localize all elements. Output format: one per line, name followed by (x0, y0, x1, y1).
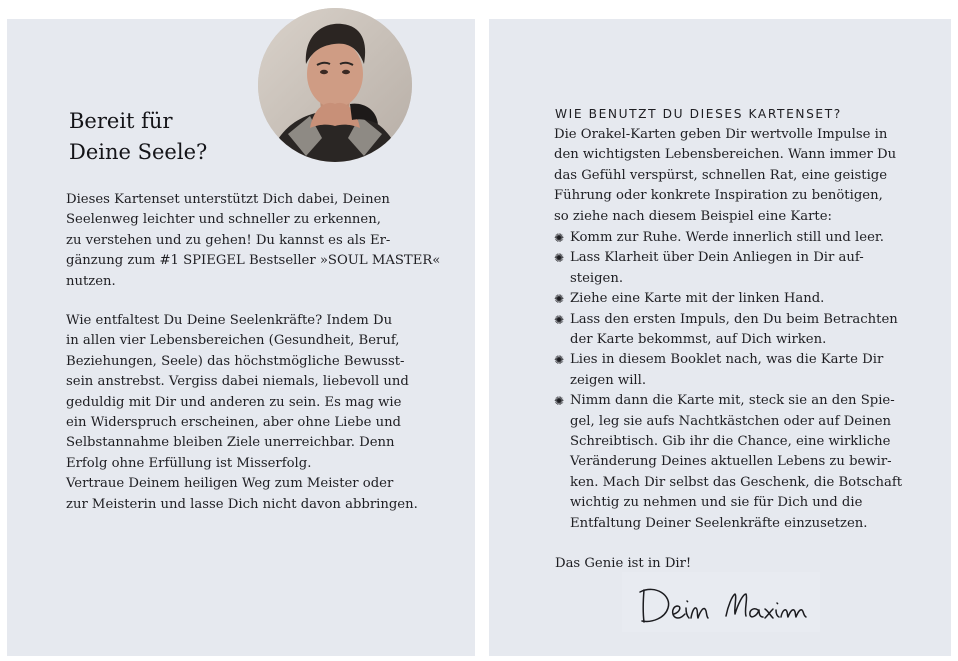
sun-bullet-icon: ✺ (554, 312, 565, 327)
text-line: ein Widerspruch erscheinen, aber ohne Liebe und (66, 415, 401, 431)
text-line: Dieses Kartenset unterstützt Dich dabei, Deinen (66, 192, 390, 207)
text-line: Die Orakel-Karten geben Dir wertvolle Impulse in (554, 127, 888, 142)
text-line: zeigen will. (570, 372, 647, 388)
text-line: Erfolg ohne Erfüllung ist Misserfolg. (66, 455, 312, 471)
text-line: zur Meisterin und lasse Dich nicht davon abbringen. (66, 496, 418, 512)
list-item (554, 248, 902, 289)
usage-title: WIE BENUTZT DU DIESES KARTENSET? (555, 107, 842, 121)
closing-line: Das Genie ist in Dir! (555, 556, 692, 571)
text-line: Seelenweg leichter und schneller zu erkennen, (66, 212, 381, 228)
text-line: Lass Klarheit über Dein Anliegen in Dir auf- (570, 250, 864, 266)
text-line: Entfaltung Deiner Seelenkräfte einzusetzen. (570, 515, 868, 531)
text-line: Beziehungen, Seele) das höchstmögliche Bewusst- (66, 353, 405, 369)
text-line: zu verstehen und zu gehen! Du kannst es als Er- (66, 232, 391, 248)
text-line: das Gefühl verspürst, schnellen Rat, eine geistige (554, 167, 888, 183)
list-item (554, 289, 902, 309)
soul-powers-paragraph (66, 311, 418, 515)
text-line: Wie entfaltest Du Deine Seelenkräfte? Indem Du (66, 313, 393, 328)
handwritten-signature (622, 572, 820, 632)
text-line: gänzung zum #1 SPIEGEL Bestseller »SOUL MASTER« (66, 253, 441, 269)
sun-bullet-icon: ✺ (554, 231, 565, 245)
text-line: nutzen. (66, 273, 116, 289)
portrait-illustration (258, 8, 412, 162)
text-line: Führung oder konkrete Inspiration zu benötigen, (554, 188, 883, 204)
list-item (554, 391, 902, 534)
sun-bullet-icon: ✺ (554, 353, 565, 368)
text-line: Schreibtisch. Gib ihr die Chance, eine wirkliche (570, 434, 891, 450)
list-item (554, 228, 902, 248)
sun-bullet-icon: ✺ (554, 292, 565, 307)
text-line: sein anstrebst. Vergiss dabei niemals, liebevoll und (66, 374, 409, 390)
text-line: Veränderung Deines aktuellen Lebens zu bewir- (570, 454, 892, 470)
text-line: Komm zur Ruhe. Werde innerlich still und leer. (570, 230, 884, 245)
text-line: Lass den ersten Impuls, den Du beim Betrachten (570, 311, 898, 327)
text-line: ken. Mach Dir selbst das Geschenk, die Botschaft (570, 474, 903, 490)
sun-bullet-icon: ✺ (554, 251, 565, 266)
heading-line-2: Deine Seele? (69, 140, 208, 164)
text-line: so ziehe nach diesem Beispiel eine Karte: (554, 208, 832, 224)
author-portrait (258, 8, 412, 162)
text-line: Nimm dann die Karte mit, steck sie an den Spie- (570, 393, 895, 409)
signature-drawing (622, 572, 820, 632)
text-line: den wichtigsten Lebensbereichen. Wann immer Du (554, 147, 897, 163)
text-line: wichtig zu nehmen und sie für Dich und die (570, 495, 863, 511)
usage-intro (554, 125, 896, 227)
text-line: steigen. (570, 270, 624, 286)
text-line: Lies in diesem Booklet nach, was die Karte Dir (570, 352, 884, 368)
list-item (554, 310, 902, 351)
sun-bullet-icon: ✺ (554, 394, 565, 409)
list-item (554, 350, 902, 391)
text-line: der Karte bekommst, auf Dich wirken. (570, 332, 827, 348)
text-line: gel, leg sie aufs Nachtkästchen oder auf Deinen (570, 413, 892, 429)
heading-line-1: Bereit für (69, 109, 173, 133)
text-line: Vertraue Deinem heiligen Weg zum Meister oder (66, 476, 394, 492)
left-heading (69, 106, 207, 168)
usage-steps-list (554, 228, 902, 534)
intro-paragraph (66, 190, 440, 292)
text-line: Ziehe eine Karte mit der linken Hand. (570, 291, 825, 307)
text-line: geduldig mit Dir und anderen zu sein. Es mag wie (66, 394, 402, 410)
text-line: in allen vier Lebensbereichen (Gesundheit, Beruf, (66, 333, 400, 349)
text-line: Selbstannahme bleiben Ziele unerreichbar. Denn (66, 435, 395, 451)
